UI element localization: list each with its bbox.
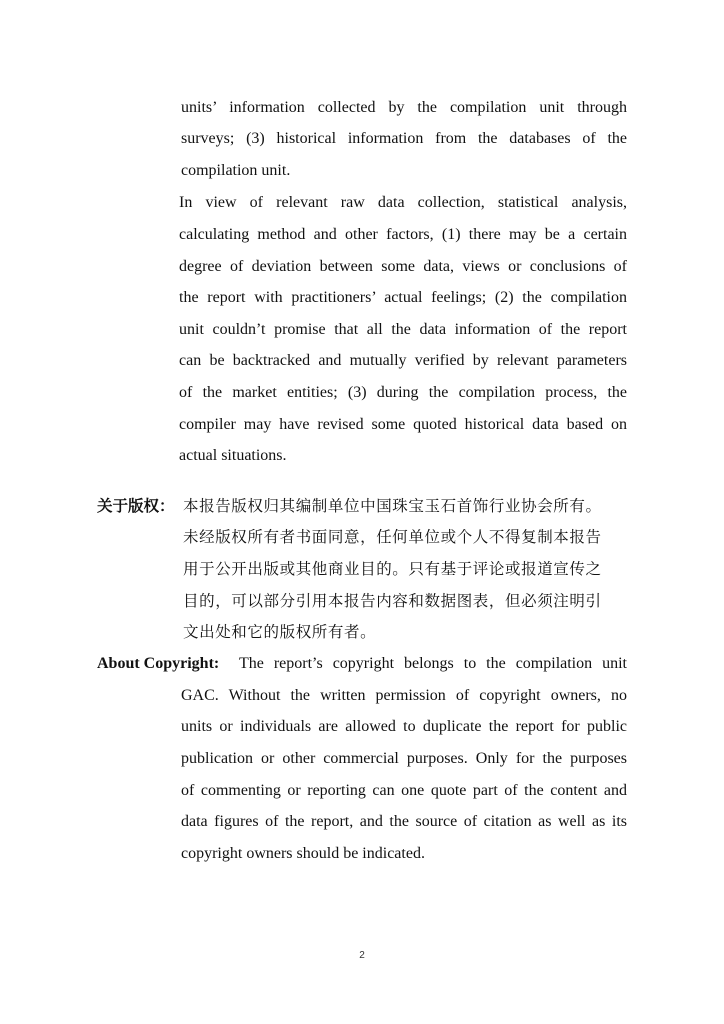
disclaimer-line-6: can be backtracked and mutually verified by relevant parameters [179, 352, 627, 369]
copyright-en-label: About Copyright: [97, 655, 220, 672]
copyright-cn-line-4: 目的，可以部分引用本报告内容和数据图表，但必须注明引 [183, 592, 602, 610]
copyright-cn-line-1: 本报告版权归其编制单位中国珠宝玉石首饰行业协会所有。 [183, 497, 602, 515]
page-number: 2 [359, 950, 365, 961]
copyright-en-line-5: data figures of the report, and the source of citation as well as its [181, 813, 627, 830]
copyright-cn-line-5: 文出处和它的版权所有者。 [183, 623, 377, 641]
copyright-en-line-2: units or individuals are allowed to duplicate the report for public [181, 718, 627, 735]
disclaimer-line-3: degree of deviation between some data, views or conclusions of [179, 258, 627, 275]
disclaimer-line-5: unit couldn’t promise that all the data information of the report [179, 321, 627, 338]
copyright-en-line-3: publication or other commercial purposes. Only for the purposes [181, 750, 627, 767]
disclaimer-line-4: the report with practitioners’ actual feelings; (2) the compilation [179, 289, 627, 306]
copyright-cn-line-2: 未经版权所有者书面同意，任何单位或个人不得复制本报告 [183, 528, 602, 546]
copyright-en-line-6: copyright owners should be indicated. [181, 845, 425, 862]
intro-line-2: surveys; (3) historical information from the databases of the [181, 130, 627, 147]
copyright-cn-line-3: 用于公开出版或其他商业目的。只有基于评论或报道宣传之 [183, 560, 602, 578]
disclaimer-line-1: In view of relevant raw data collection, statistical analysis, [179, 194, 627, 211]
disclaimer-line-8: compiler may have revised some quoted historical data based on [179, 416, 627, 433]
copyright-en-first-line: The report’s copyright belongs to the compilation unit [239, 655, 627, 672]
disclaimer-line-2: calculating method and other factors, (1) there may be a certain [179, 226, 627, 243]
intro-line-3: compilation unit. [181, 162, 291, 179]
copyright-en-line-4: of commenting or reporting can one quote part of the content and [181, 782, 627, 799]
copyright-cn-label: 关于版权： [97, 497, 175, 515]
disclaimer-line-7: of the market entities; (3) during the compilation process, the [179, 384, 627, 401]
copyright-en-line-1: GAC. Without the written permission of copyright owners, no [181, 687, 627, 704]
intro-line-1: units’ information collected by the compilation unit through [181, 99, 627, 116]
disclaimer-line-9: actual situations. [179, 447, 287, 464]
